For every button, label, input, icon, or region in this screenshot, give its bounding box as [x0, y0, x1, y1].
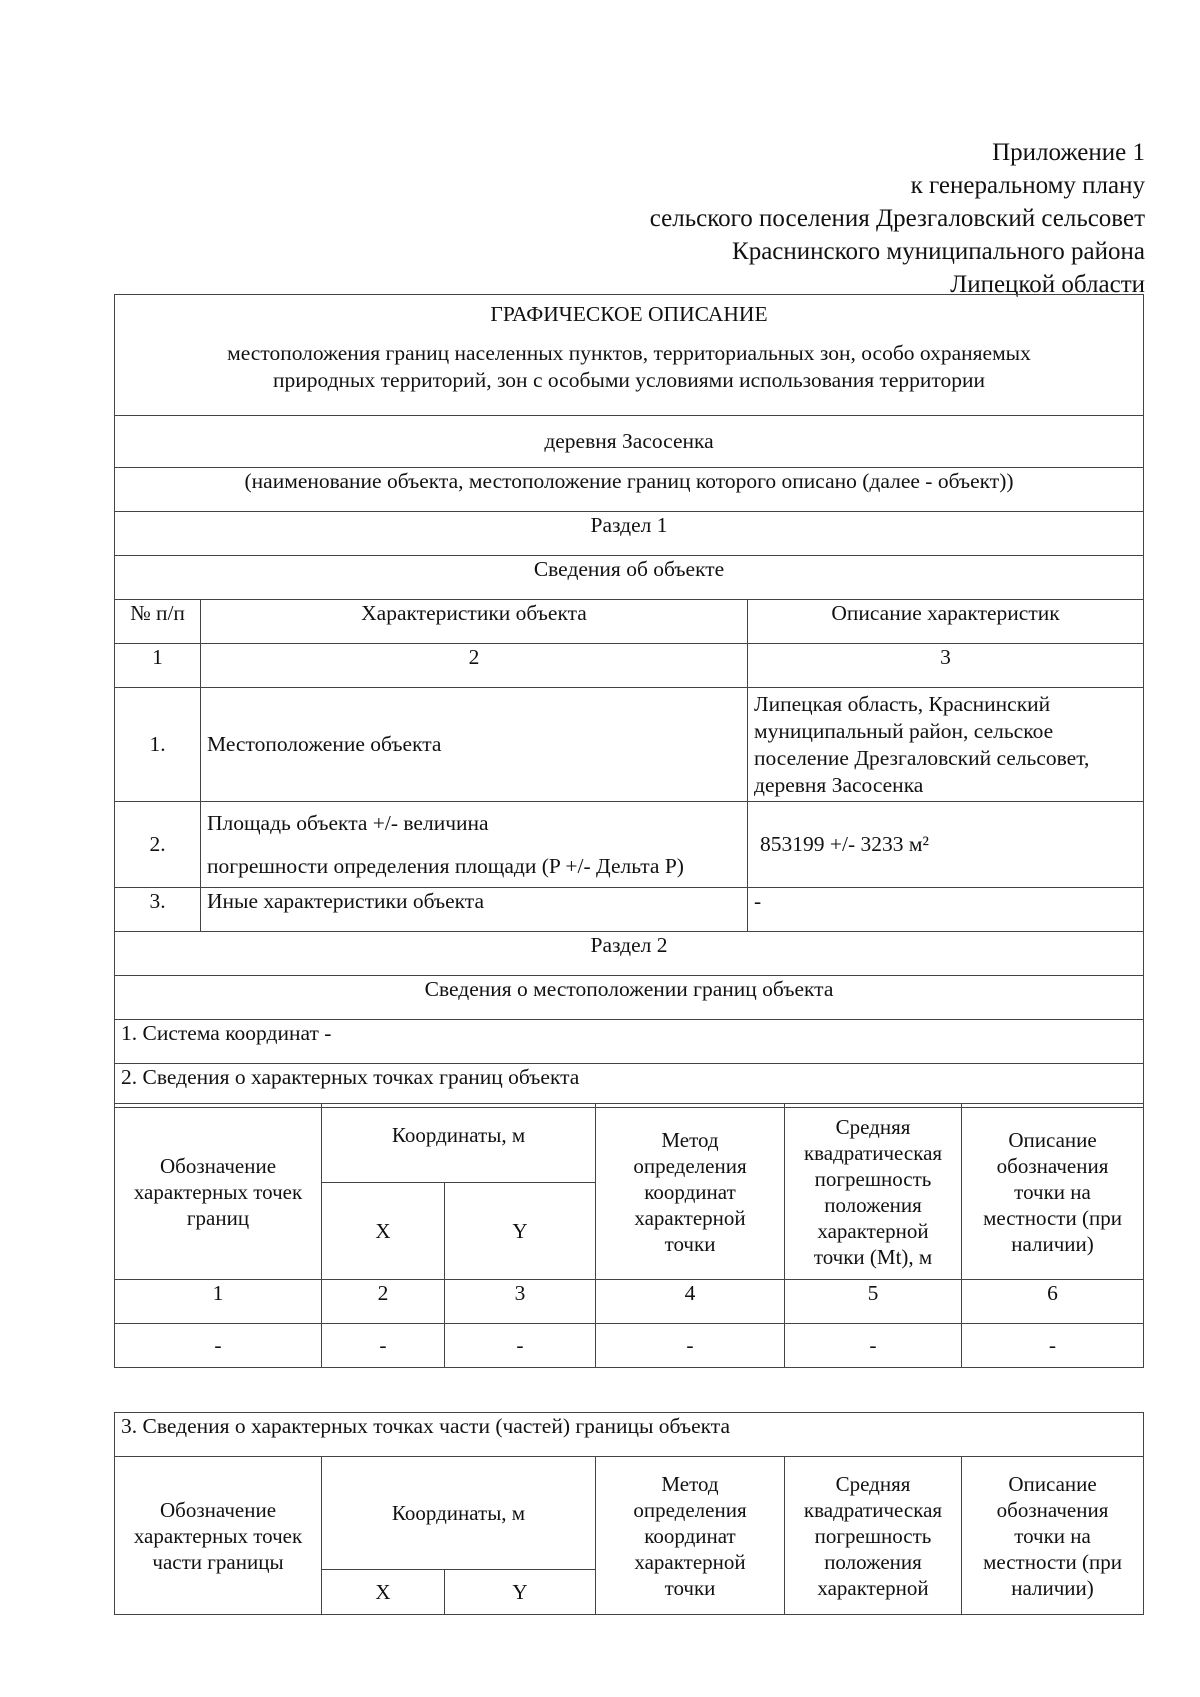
header-line: координат: [644, 1523, 736, 1548]
appendix-block: [650, 136, 1145, 301]
table-row: [115, 802, 1144, 888]
header-line: погрешность: [814, 1166, 932, 1191]
object-caption-row: [115, 468, 1144, 512]
document-subtitle-line: природных территорий, зон с особыми условиями использования территории: [272, 368, 986, 392]
column-number: 1: [115, 644, 201, 688]
table-cell: -: [962, 1324, 1144, 1368]
section1-subtitle-row: [115, 556, 1144, 600]
column-header-point-description: [962, 1104, 1144, 1280]
part-heading: 3. Сведения о характерных точках части (частей) границы объекта: [115, 1413, 1144, 1457]
appendix-line: Краснинского муниципального района: [732, 238, 1145, 265]
header-line: координат: [644, 1179, 736, 1204]
column-header-method: [596, 1457, 785, 1615]
table-cell: -: [785, 1324, 962, 1368]
column-number: 3: [748, 644, 1144, 688]
column-header-x: X: [322, 1183, 445, 1280]
header-line: определения: [633, 1497, 747, 1522]
header-line: характерной: [817, 1575, 929, 1600]
table-row: [115, 888, 1144, 932]
header-line: характерной: [634, 1205, 746, 1230]
coord-system-row: [115, 1020, 1144, 1064]
header-line: наличии): [1011, 1231, 1094, 1256]
row-characteristic: [201, 802, 748, 888]
section1-title-row: [115, 512, 1144, 556]
table-row: [115, 1324, 1144, 1368]
object-name: деревня Засосенка: [115, 416, 1144, 468]
part-heading-row: [115, 1413, 1144, 1457]
object-caption: (наименование объекта, местоположение границ которого описано (далее - объект)): [115, 468, 1144, 512]
part-points-table: [114, 1412, 1144, 1615]
section1-header-row: [115, 600, 1144, 644]
table-cell: -: [322, 1324, 445, 1368]
column-number: 2: [322, 1280, 445, 1324]
row-number: 2.: [115, 802, 201, 888]
row-characteristic: Иные характеристики объекта: [201, 888, 748, 932]
column-number: 4: [596, 1280, 785, 1324]
column-header-error: [785, 1104, 962, 1280]
table-cell: -: [596, 1324, 785, 1368]
column-header-x: X: [322, 1570, 445, 1615]
header-line: точки: [664, 1231, 716, 1256]
header-line: точки на: [1014, 1523, 1091, 1548]
boundary-points-table: [114, 1103, 1144, 1368]
header-line: Метод: [661, 1471, 719, 1496]
header-line: обозначения: [996, 1153, 1109, 1178]
section1-title: Раздел 1: [115, 512, 1144, 556]
header-line: квадратическая: [803, 1497, 943, 1522]
header-line: характерной: [817, 1218, 929, 1243]
header-line: квадратическая: [803, 1140, 943, 1165]
section2-title-row: [115, 932, 1144, 976]
header-line: точки (Mt), м: [813, 1244, 933, 1269]
row-characteristic: Местоположение объекта: [201, 688, 748, 802]
row-description: -: [748, 888, 1144, 932]
document-title: ГРАФИЧЕСКОЕ ОПИСАНИЕ: [490, 302, 768, 326]
column-header-point-description: [962, 1457, 1144, 1615]
table-row: [115, 688, 1144, 802]
header-line: обозначения: [996, 1497, 1109, 1522]
description-line: поселение Дрезгаловский сельсовет,: [754, 745, 1090, 770]
section2-subtitle-row: [115, 976, 1144, 1020]
document-subtitle-line: местоположения границ населенных пунктов, территориальных зон, особо охраняемых: [227, 341, 1031, 365]
header-line: определения: [633, 1153, 747, 1178]
header-row: [115, 295, 1144, 416]
column-header-y: Y: [445, 1570, 596, 1615]
appendix-line: Липецкой области: [950, 271, 1145, 298]
row-number: 1.: [115, 688, 201, 802]
header-line: местности (при: [983, 1205, 1122, 1230]
header-line: положения: [824, 1549, 922, 1574]
row-number: 3.: [115, 888, 201, 932]
appendix-line: Приложение 1: [992, 139, 1145, 166]
column-header-designation: [115, 1104, 322, 1280]
characteristic-line: погрешности определения площади (P +/- Дельта P): [207, 853, 684, 878]
column-header-coordinates: Координаты, м: [322, 1104, 596, 1183]
table-cell: -: [115, 1324, 322, 1368]
points-heading: 2. Сведения о характерных точках границ объекта: [115, 1064, 1144, 1108]
header-line: характерной: [634, 1549, 746, 1574]
column-number: 6: [962, 1280, 1144, 1324]
header-line: характерных точек: [133, 1179, 303, 1204]
points-heading-row: [115, 1064, 1144, 1108]
appendix-line: сельского поселения Дрезгаловский сельсовет: [649, 205, 1145, 232]
row-description: [748, 688, 1144, 802]
section1-subtitle: Сведения об объекте: [115, 556, 1144, 600]
column-header-coordinates: Координаты, м: [322, 1457, 596, 1570]
header-line: положения: [824, 1192, 922, 1217]
appendix-line: к генеральному плану: [910, 172, 1145, 199]
header-line: части границы: [152, 1549, 284, 1574]
description-line: деревня Засосенка: [754, 772, 924, 797]
section2-title: Раздел 2: [115, 932, 1144, 976]
column-numbers-row: [115, 1280, 1144, 1324]
description-table: [114, 294, 1144, 1108]
header-line: погрешность: [814, 1523, 932, 1548]
description-line: муниципальный район, сельское: [754, 718, 1054, 743]
column-header-characteristic: Характеристики объекта: [201, 600, 748, 644]
header-line: Метод: [661, 1127, 719, 1152]
header-line: точки: [664, 1575, 716, 1600]
row-description: 853199 +/- 3233 м²: [748, 802, 1144, 888]
section2-subtitle: Сведения о местоположении границ объекта: [115, 976, 1144, 1020]
header-line: Средняя: [835, 1471, 911, 1496]
header-line: границ: [186, 1205, 250, 1230]
column-header-description: Описание характеристик: [748, 600, 1144, 644]
column-number: 5: [785, 1280, 962, 1324]
column-header-error: [785, 1457, 962, 1615]
description-line: Липецкая область, Краснинский: [754, 691, 1051, 716]
header-line: точки на: [1014, 1179, 1091, 1204]
section1-numbers-row: [115, 644, 1144, 688]
header-line: Описание: [1008, 1127, 1097, 1152]
object-name-row: [115, 416, 1144, 468]
header-line: местности (при: [983, 1549, 1122, 1574]
column-header-y: Y: [445, 1183, 596, 1280]
column-header-method: [596, 1104, 785, 1280]
header-line: наличии): [1011, 1575, 1094, 1600]
header-line: Описание: [1008, 1471, 1097, 1496]
column-header-designation: [115, 1457, 322, 1615]
characteristic-line: Площадь объекта +/- величина: [207, 810, 489, 835]
column-number: 1: [115, 1280, 322, 1324]
header-line: характерных точек: [133, 1523, 303, 1548]
header-line: Обозначение: [159, 1153, 277, 1178]
table-cell: -: [445, 1324, 596, 1368]
coord-system: 1. Система координат -: [115, 1020, 1144, 1064]
header-line: Средняя: [835, 1114, 911, 1139]
header-line: Обозначение: [159, 1497, 277, 1522]
column-number: 2: [201, 644, 748, 688]
column-number: 3: [445, 1280, 596, 1324]
column-header-num: № п/п: [115, 600, 201, 644]
